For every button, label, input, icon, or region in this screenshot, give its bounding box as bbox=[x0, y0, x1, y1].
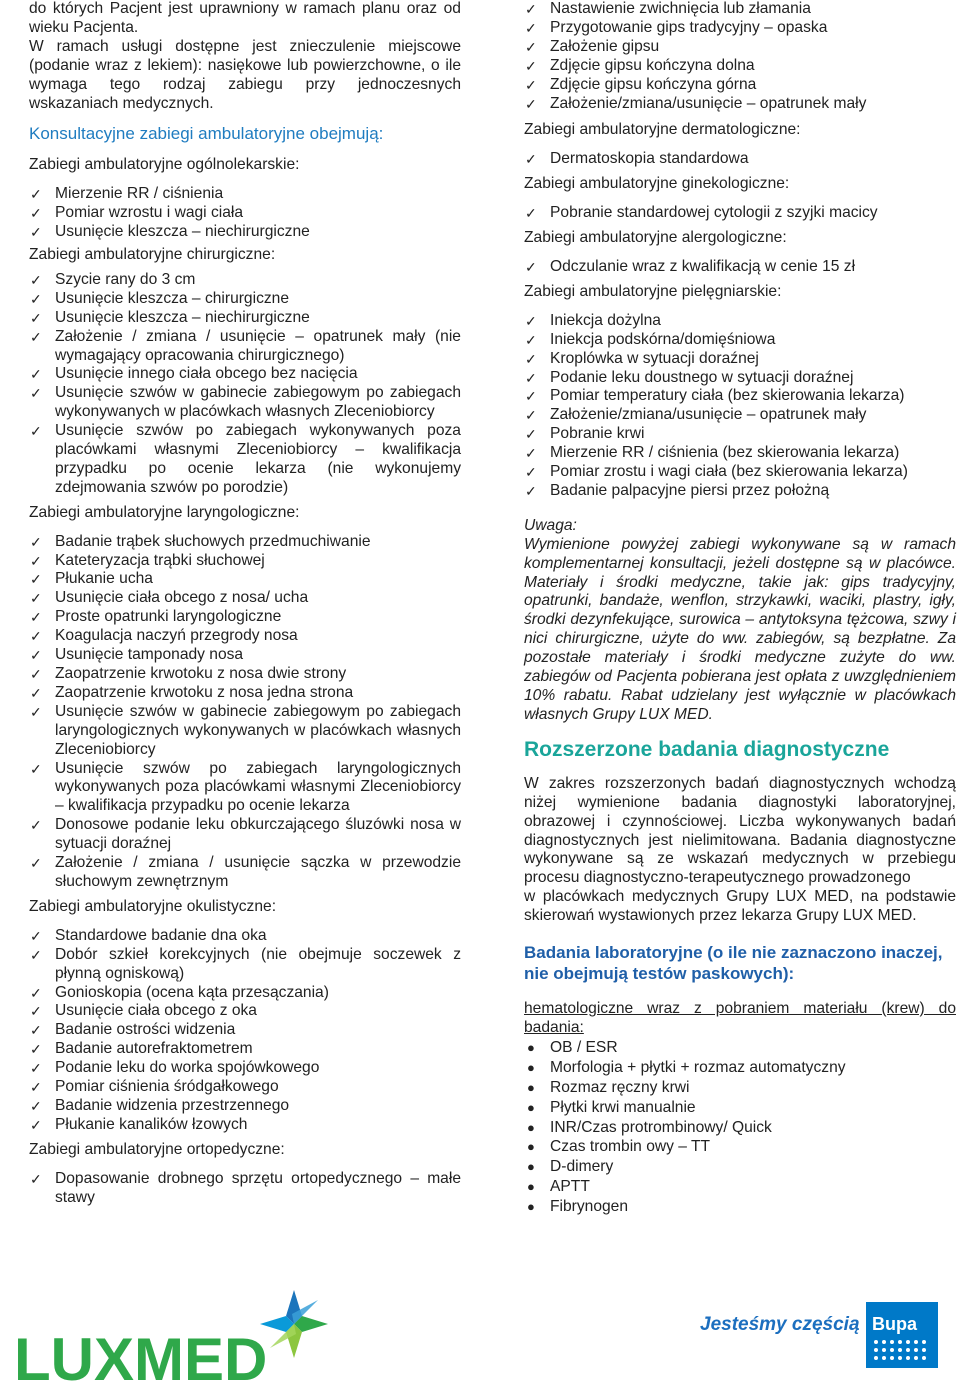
check-icon: ✓ bbox=[30, 1116, 42, 1133]
list-item-text: Standardowe badanie dna oka bbox=[55, 926, 267, 944]
intro-paragraph-2: W ramach usługi dostępne jest znieczulenie miejscowe (podanie wraz z lekiem): nasiękowe lub powierzchowne, o ile wymaga tego rodzaj zabiegu przy jednoczesnych wskazaniach medycznych. bbox=[29, 37, 461, 112]
diagnostics-text-1: W zakres rozszerzonych badań diagnostycznych wchodzą niżej wymienione badania diagnostyki laboratoryjnej, obrazowej i czynnościowej. Liczba wykonywanych badań diagnostycznych jest nielimitowana. Badania diagnostyczne wykonywane są ze wskazań medycznych w przebiegu procesu diagnostyczno-terapeutycznego prowadzonego bbox=[524, 774, 956, 887]
list-item-text: Usunięcie ciała obcego z oka bbox=[55, 1002, 257, 1020]
list-item bbox=[29, 816, 461, 854]
list-item-text: Iniekcja podskórna/domięśniowa bbox=[550, 330, 776, 348]
list-item bbox=[29, 854, 461, 892]
list-item bbox=[524, 1098, 956, 1118]
check-icon: ✓ bbox=[525, 407, 537, 424]
check-icon: ✓ bbox=[30, 571, 42, 588]
list-item bbox=[29, 760, 461, 817]
bupa-logo bbox=[700, 1290, 950, 1380]
intro-paragraph-1: do których Pacjent jest uprawniony w ramach planu oraz od wieku Pacjenta. bbox=[29, 0, 461, 36]
check-icon: ✓ bbox=[525, 57, 537, 74]
list-item-text: Założenie / zmiana / usunięcie sączka w przewodzie słuchowym zewnętrznym bbox=[55, 854, 461, 890]
main-heading: Konsultacyjne zabiegi ambulatoryjne obejmują: bbox=[29, 124, 384, 144]
list-item bbox=[524, 38, 956, 57]
list-item-text: Usunięcie innego ciała obcego bez nacięcia bbox=[55, 365, 358, 383]
list-item-text: Założenie/zmiana/usunięcie – opatrunek mały bbox=[550, 406, 867, 424]
list-item-text: Koagulacja naczyń przegrody nosa bbox=[55, 627, 298, 645]
hematology-label: hematologiczne wraz z pobraniem materiału (krew) do badania: bbox=[524, 1000, 956, 1036]
list-item-text: Usunięcie szwów po zabiegach laryngologicznych wykonywanych poza placówkami własnymi Zleceniobiorcy – kwalifikacja przypadku po ocenie lekarza bbox=[55, 759, 461, 815]
list-item bbox=[524, 406, 956, 425]
list-item bbox=[524, 204, 956, 223]
check-icon: ✓ bbox=[30, 684, 42, 701]
list-ortopedyczne-cont bbox=[524, 0, 956, 113]
check-icon: ✓ bbox=[30, 609, 42, 626]
list-item bbox=[524, 1118, 956, 1138]
check-icon: ✓ bbox=[525, 19, 537, 36]
bullet-icon: ● bbox=[527, 1079, 535, 1095]
list-item bbox=[29, 422, 461, 498]
check-icon: ✓ bbox=[30, 1022, 42, 1039]
check-icon: ✓ bbox=[30, 366, 42, 383]
list-item-text: Dobór szkieł korekcyjnych (nie obejmuje soczewek z płynną ogniskową) bbox=[55, 945, 461, 982]
list-item-text: Usunięcie tamponady nosa bbox=[55, 646, 244, 664]
check-icon: ✓ bbox=[30, 1003, 42, 1020]
bullet-icon: ● bbox=[527, 1179, 535, 1195]
list-item-text: Usunięcie kleszcza – niechirurgiczne bbox=[55, 308, 310, 326]
list-item-text: Zaopatrzenie krwotoku z nosa jedna strona bbox=[55, 683, 354, 701]
check-icon: ✓ bbox=[30, 760, 42, 777]
check-icon: ✓ bbox=[30, 1041, 42, 1058]
section-heading-ogolne: Zabiegi ambulatoryjne ogólnolekarskie: bbox=[29, 156, 300, 174]
list-item bbox=[29, 1170, 461, 1208]
list-item bbox=[524, 76, 956, 95]
list-item bbox=[29, 946, 461, 984]
bullet-icon: ● bbox=[527, 1119, 535, 1135]
bupa-wordmark: Bupa bbox=[872, 1314, 917, 1334]
list-item-text: Pobranie standardowej cytologii z szyjki macicy bbox=[550, 204, 878, 222]
list-item bbox=[29, 365, 461, 384]
luxmed-logo bbox=[12, 1288, 342, 1388]
list-item-text: Pomiar temperatury ciała (bez skierowania lekarza) bbox=[550, 387, 905, 405]
list-item bbox=[524, 19, 956, 38]
list-item bbox=[29, 1059, 461, 1078]
list-item bbox=[524, 1157, 956, 1177]
list-item-text: Pomiar wzrostu i wagi ciała bbox=[55, 204, 244, 222]
check-icon: ✓ bbox=[30, 817, 42, 834]
right-column bbox=[524, 0, 956, 1217]
list-item bbox=[29, 1021, 461, 1040]
list-item bbox=[524, 482, 956, 501]
list-item bbox=[524, 312, 956, 331]
list-item bbox=[29, 185, 461, 204]
section-heading-ortopedyczne: Zabiegi ambulatoryjne ortopedyczne: bbox=[29, 1140, 285, 1158]
check-icon: ✓ bbox=[525, 1, 537, 17]
bupa-slogan: Jesteśmy częścią bbox=[700, 1314, 860, 1335]
list-item-text: Odczulanie wraz z kwalifikacją w cenie 15 zł bbox=[550, 257, 856, 275]
check-icon: ✓ bbox=[525, 331, 537, 348]
bullet-icon: ● bbox=[527, 1039, 535, 1055]
check-icon: ✓ bbox=[30, 423, 42, 440]
list-item bbox=[29, 665, 461, 684]
list-item-text: Mierzenie RR / ciśnienia (bez skierowania lekarza) bbox=[550, 444, 900, 462]
list-item-text: Zdjęcie gipsu kończyna dolna bbox=[550, 56, 755, 74]
list-pielegniarskie bbox=[524, 312, 956, 501]
list-item bbox=[29, 984, 461, 1003]
section-heading-okulistyczne: Zabiegi ambulatoryjne okulistyczne: bbox=[29, 897, 277, 915]
list-item bbox=[29, 384, 461, 422]
check-icon: ✓ bbox=[525, 76, 537, 93]
list-item bbox=[29, 684, 461, 703]
check-icon: ✓ bbox=[525, 445, 537, 462]
check-icon: ✓ bbox=[30, 1060, 42, 1077]
luxmed-wordmark: LUXMED bbox=[14, 1326, 268, 1388]
list-alergologiczne bbox=[524, 258, 956, 277]
check-icon: ✓ bbox=[30, 290, 42, 307]
list-dermatologiczne bbox=[524, 150, 956, 169]
list-item bbox=[524, 387, 956, 406]
list-ginekologiczne bbox=[524, 204, 956, 223]
list-item-text: Założenie gipsu bbox=[550, 37, 660, 55]
list-item-text: D-dimery bbox=[550, 1158, 614, 1176]
check-icon: ✓ bbox=[525, 312, 537, 329]
list-item-text: Badanie ostrości widzenia bbox=[55, 1021, 236, 1039]
list-item-text: Usunięcie szwów po zabiegach wykonywanych poza placówkami własnymi Zleceniobiorcy – kwalifikacja przypadku po ocenie lekarza (nie wykonujemy zdejmowania szwów po porodzie) bbox=[55, 422, 461, 496]
list-item bbox=[524, 350, 956, 369]
check-icon: ✓ bbox=[30, 666, 42, 682]
list-item bbox=[29, 204, 461, 223]
section-heading-pielegniarskie: Zabiegi ambulatoryjne pielęgniarskie: bbox=[524, 282, 782, 300]
check-icon: ✓ bbox=[30, 984, 42, 1001]
check-icon: ✓ bbox=[30, 927, 42, 944]
list-laryngologiczne bbox=[29, 533, 461, 892]
list-item-text: Badanie widzenia przestrzennego bbox=[55, 1096, 290, 1114]
list-item bbox=[29, 646, 461, 665]
list-item-text: Założenie/zmiana/usunięcie – opatrunek mały bbox=[550, 94, 867, 112]
list-item-text: Donosowe podanie leku obkurczającego śluzówki nosa w sytuacji doraźnej bbox=[55, 816, 461, 853]
check-icon: ✓ bbox=[30, 1097, 42, 1114]
list-item-text: Czas trombin owy – TT bbox=[550, 1138, 711, 1156]
check-icon: ✓ bbox=[525, 426, 537, 443]
list-item bbox=[524, 1038, 956, 1058]
list-item bbox=[29, 1078, 461, 1097]
bullet-icon: ● bbox=[527, 1099, 535, 1115]
list-item bbox=[29, 1097, 461, 1116]
list-item-text: Założenie / zmiana / usunięcie – opatrunek mały (nie wymagający opracowania chirurgicznego) bbox=[55, 327, 461, 364]
list-item-text: Podanie leku doustnego w sytuacji doraźnej bbox=[550, 368, 854, 386]
check-icon: ✓ bbox=[30, 628, 42, 645]
list-item bbox=[29, 309, 461, 328]
list-item-text: Proste opatrunki laryngologiczne bbox=[55, 608, 282, 626]
list-item bbox=[29, 223, 461, 242]
diagnostics-text-2: w placówkach medycznych Grupy LUX MED, na podstawie skierowań wystawionych przez lekarza Grupy LUX MED. bbox=[524, 888, 956, 925]
list-item-text: Usunięcie kleszcza – chirurgiczne bbox=[55, 289, 290, 307]
check-icon: ✓ bbox=[30, 552, 42, 569]
list-item bbox=[29, 627, 461, 646]
list-item bbox=[29, 533, 461, 552]
check-icon: ✓ bbox=[30, 385, 42, 402]
list-ogolne bbox=[29, 185, 461, 242]
section-heading-chirurgiczne: Zabiegi ambulatoryjne chirurgiczne: bbox=[29, 245, 276, 263]
check-icon: ✓ bbox=[525, 482, 537, 499]
list-chirurgiczne bbox=[29, 271, 461, 498]
list-item bbox=[524, 425, 956, 444]
section-heading-dermatologiczne: Zabiegi ambulatoryjne dermatologiczne: bbox=[524, 121, 801, 139]
lab-heading: Badania laboratoryjne (o ile nie zaznaczono inaczej, nie obejmują testów paskowych): bbox=[524, 943, 943, 984]
check-icon: ✓ bbox=[525, 369, 537, 386]
section-heading-alergologiczne: Zabiegi ambulatoryjne alergologiczne: bbox=[524, 229, 787, 247]
list-item-text: Badanie autorefraktometrem bbox=[55, 1040, 253, 1058]
check-icon: ✓ bbox=[525, 38, 537, 55]
list-item-text: INR/Czas protrombinowy/ Quick bbox=[550, 1118, 772, 1136]
list-item-text: Badanie palpacyjne piersi przez położną bbox=[550, 481, 830, 499]
check-icon: ✓ bbox=[30, 309, 42, 326]
list-item-text: Szycie rany do 3 cm bbox=[55, 270, 196, 288]
list-item-text: Pomiar zrostu i wagi ciała (bez skierowania lekarza) bbox=[550, 463, 908, 481]
list-item bbox=[29, 328, 461, 366]
list-item-text: Dermatoskopia standardowa bbox=[550, 150, 749, 168]
list-item bbox=[29, 927, 461, 946]
list-item-text: Dopasowanie drobnego sprzętu ortopedycznego – małe stawy bbox=[55, 1169, 461, 1206]
check-icon: ✓ bbox=[30, 1079, 42, 1096]
list-item-text: Nastawienie zwichnięcia lub złamania bbox=[550, 0, 811, 17]
list-item-text: Podanie leku do worka spojówkowego bbox=[55, 1059, 320, 1077]
list-item bbox=[29, 290, 461, 309]
check-icon: ✓ bbox=[30, 205, 42, 222]
list-item bbox=[29, 1040, 461, 1059]
list-item bbox=[524, 1137, 956, 1157]
list-item bbox=[524, 1078, 956, 1098]
list-item bbox=[524, 1197, 956, 1217]
list-item bbox=[524, 150, 956, 169]
list-item bbox=[29, 703, 461, 760]
list-item-text: Usunięcie ciała obcego z nosa/ ucha bbox=[55, 589, 309, 607]
check-icon: ✓ bbox=[525, 388, 537, 405]
list-item-text: APTT bbox=[550, 1178, 590, 1196]
list-item-text: Fibrynogen bbox=[550, 1198, 629, 1216]
list-item bbox=[524, 444, 956, 463]
list-item bbox=[524, 1058, 956, 1078]
bullet-icon: ● bbox=[527, 1199, 535, 1215]
list-item bbox=[29, 570, 461, 589]
check-icon: ✓ bbox=[30, 224, 42, 241]
list-item-text: Przygotowanie gips tradycyjny – opaska bbox=[550, 18, 828, 36]
check-icon: ✓ bbox=[30, 855, 42, 872]
list-item-text: Płukanie kanalików łzowych bbox=[55, 1115, 248, 1133]
list-item-text: Zdjęcie gipsu kończyna górna bbox=[550, 75, 757, 93]
list-item bbox=[524, 0, 956, 19]
list-item bbox=[29, 552, 461, 571]
check-icon: ✓ bbox=[30, 533, 42, 550]
check-icon: ✓ bbox=[30, 186, 42, 203]
check-icon: ✓ bbox=[525, 95, 537, 112]
list-item-text: Usunięcie szwów w gabinecie zabiegowym po zabiegach wykonywanych w placówkach własnych Zleceniobiorcy bbox=[55, 384, 461, 421]
list-item bbox=[524, 1177, 956, 1197]
check-icon: ✓ bbox=[525, 464, 537, 481]
list-item bbox=[524, 57, 956, 76]
check-icon: ✓ bbox=[30, 328, 42, 345]
list-item-text: Płytki krwi manualnie bbox=[550, 1098, 696, 1116]
list-item-text: Pomiar ciśnienia śródgałkowego bbox=[55, 1078, 279, 1096]
list-item-text: Zaopatrzenie krwotoku z nosa dwie strony bbox=[55, 665, 347, 682]
check-icon: ✓ bbox=[525, 258, 537, 275]
list-item-text: OB / ESR bbox=[550, 1038, 618, 1056]
list-item-text: Usunięcie kleszcza – niechirurgiczne bbox=[55, 223, 310, 241]
list-item bbox=[524, 258, 956, 277]
list-item-text: Usunięcie szwów w gabinecie zabiegowym po zabiegach laryngologicznych wykonywanych w placówkach własnych Zleceniobiorcy bbox=[55, 702, 461, 758]
section-heading-ginekologiczne: Zabiegi ambulatoryjne ginekologiczne: bbox=[524, 175, 790, 193]
list-item-text: Kroplówka w sytuacji doraźnej bbox=[550, 349, 759, 367]
bullet-icon: ● bbox=[527, 1159, 535, 1175]
list-item bbox=[524, 463, 956, 482]
section-heading-laryngologiczne: Zabiegi ambulatoryjne laryngologiczne: bbox=[29, 503, 300, 521]
list-item-text: Morfologia + płytki + rozmaz automatyczny bbox=[550, 1058, 846, 1076]
list-item bbox=[524, 331, 956, 350]
list-item-text: Badanie trąbek słuchowych przedmuchiwanie bbox=[55, 532, 371, 550]
list-item-text: Gonioskopia (ocena kąta przesączania) bbox=[55, 983, 329, 1001]
bullet-icon: ● bbox=[527, 1059, 535, 1075]
list-item bbox=[29, 1002, 461, 1021]
list-hematology bbox=[524, 1038, 956, 1217]
check-icon: ✓ bbox=[30, 946, 42, 963]
diagnostics-heading: Rozszerzone badania diagnostyczne bbox=[524, 737, 890, 761]
check-icon: ✓ bbox=[30, 1170, 42, 1187]
list-item-text: Mierzenie RR / ciśnienia bbox=[55, 185, 224, 203]
list-item bbox=[29, 589, 461, 608]
list-item-text: Iniekcja dożylna bbox=[550, 311, 661, 329]
list-ortopedyczne bbox=[29, 1170, 461, 1208]
list-item-text: Pobranie krwi bbox=[550, 425, 645, 443]
check-icon: ✓ bbox=[30, 590, 42, 607]
list-item bbox=[29, 1116, 461, 1135]
list-item bbox=[524, 95, 956, 114]
list-item-text: Rozmaz ręczny krwi bbox=[550, 1078, 690, 1096]
list-okulistyczne bbox=[29, 927, 461, 1135]
list-item-text: Kateteryzacja trąbki słuchowej bbox=[55, 551, 265, 569]
check-icon: ✓ bbox=[30, 703, 42, 720]
list-item bbox=[524, 369, 956, 388]
check-icon: ✓ bbox=[525, 350, 537, 367]
left-column bbox=[29, 0, 461, 1207]
check-icon: ✓ bbox=[525, 151, 537, 168]
note-text: Wymienione powyżej zabiegi wykonywane są w ramach komplementarnej konsultacji, jeżeli dostępne są w placówce. Materiały i środki medyczne, takie jak: gips tradycyjny, opatrunki, bandaże, wenflon, strzykawki, waciki, plastry, igły, środki dezynfekujące, surowica – antytoksyna tężcowa, szwy i nici chirurgiczne, użyte do ww. zabiegów, są bezpłatne. Za pozostałe materiały i środki medyczne zużyte do ww. zabiegów od Pacjenta pobierana jest opłata z uwzględnieniem 10% rabatu. Rabat udzielany jest wyłącznie w placówkach własnych Grupy LUX MED. bbox=[524, 535, 956, 723]
list-item bbox=[29, 271, 461, 290]
check-icon: ✓ bbox=[525, 205, 537, 222]
luxmed-star-icon bbox=[12, 1288, 342, 1388]
check-icon: ✓ bbox=[30, 271, 42, 288]
bullet-icon: ● bbox=[527, 1139, 535, 1155]
list-item-text: Płukanie ucha bbox=[55, 570, 153, 588]
list-item bbox=[29, 608, 461, 627]
note-label: Uwaga: bbox=[524, 516, 577, 534]
check-icon: ✓ bbox=[30, 647, 42, 664]
